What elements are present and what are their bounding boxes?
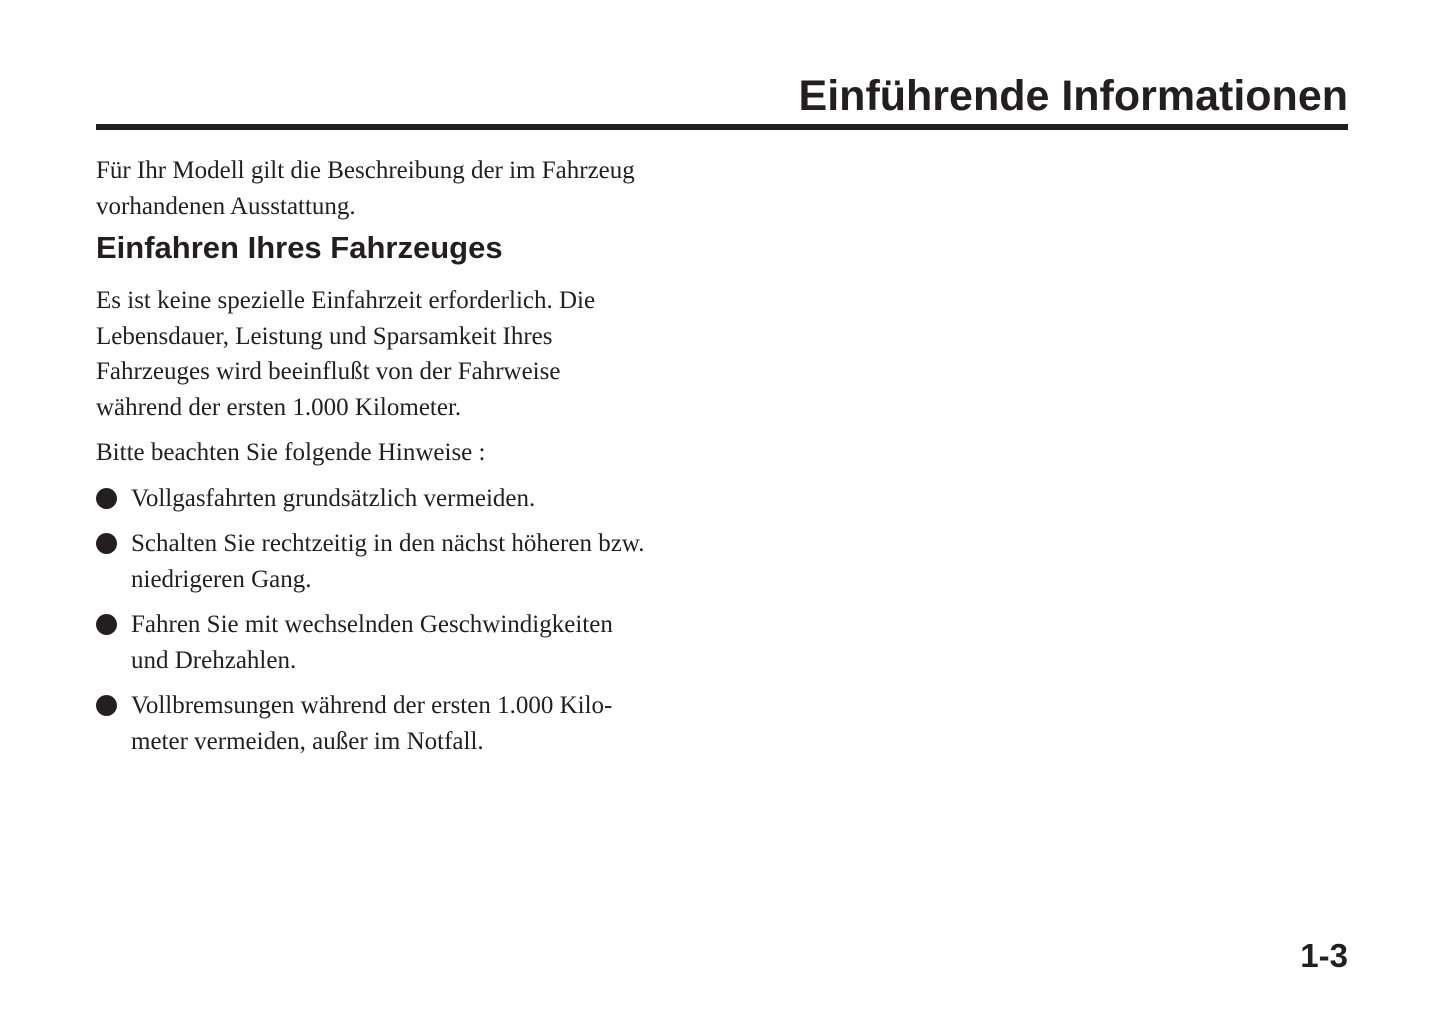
list-item-line: Vollgasfahrten grundsätzlich vermeiden. <box>131 484 536 512</box>
bullet-icon <box>96 533 117 554</box>
hints-intro: Bitte beachten Sie folgende Hinweise : <box>96 439 486 466</box>
list-item-line: Vollbremsungen während der ersten 1.000 Kilo- <box>131 692 613 719</box>
main-content <box>96 153 716 769</box>
list-item <box>96 481 716 517</box>
paragraph-line: Lebensdauer, Leistung und Sparsamkeit Ihres <box>96 322 553 350</box>
list-item-line: und Drehzahlen. <box>131 646 297 674</box>
break-in-paragraph <box>96 283 716 425</box>
title-divider <box>96 124 1348 130</box>
bullet-icon <box>96 614 117 635</box>
list-item <box>96 526 716 597</box>
intro-line: vorhandenen Ausstattung. <box>96 192 356 220</box>
section-heading: Einfahren Ihres Fahrzeuges <box>96 230 503 265</box>
intro-paragraph <box>96 153 716 224</box>
intro-line: Für Ihr Modell gilt die Beschreibung der im Fahrzeug <box>96 157 635 184</box>
bullet-icon <box>96 488 117 509</box>
list-item <box>96 607 716 678</box>
hints-list <box>96 481 716 760</box>
list-item-line: Fahren Sie mit wechselnden Geschwindigkeiten <box>131 611 613 638</box>
paragraph-line: Es ist keine spezielle Einfahrzeit erforderlich. Die <box>96 287 596 314</box>
bullet-icon <box>96 695 117 716</box>
paragraph-line: Fahrzeuges wird beeinflußt von der Fahrweise <box>96 358 561 385</box>
page-number: 1-3 <box>1300 937 1348 974</box>
paragraph-line: während der ersten 1.000 Kilometer. <box>96 393 462 421</box>
list-item <box>96 688 716 759</box>
list-item-line: meter vermeiden, außer im Notfall. <box>131 727 484 755</box>
list-item-line: niedrigeren Gang. <box>131 565 312 593</box>
list-item-line: Schalten Sie rechtzeitig in den nächst höheren bzw. <box>131 530 645 557</box>
page-title: Einführende Informationen <box>798 72 1348 120</box>
